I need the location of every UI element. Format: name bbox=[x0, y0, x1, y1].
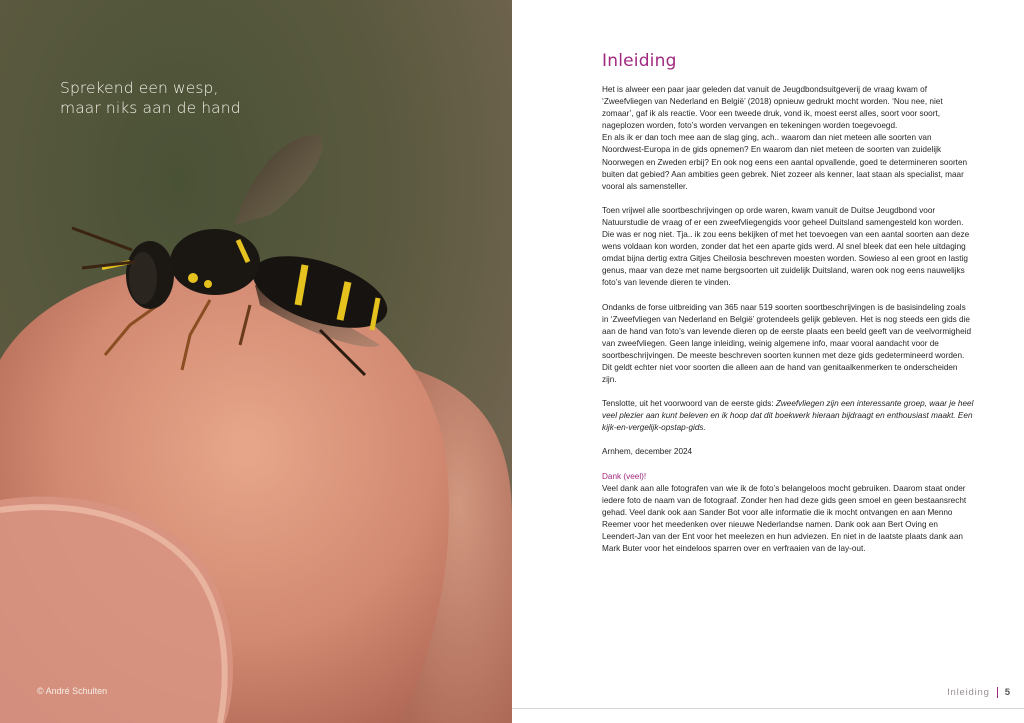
photo-credit: © André Schulten bbox=[37, 686, 108, 696]
body-text bbox=[602, 84, 974, 555]
footer-section-label: Inleiding bbox=[947, 687, 990, 698]
caption-line-2: maar niks aan de hand bbox=[60, 99, 241, 117]
paragraph: Toen vrijwel alle soortbeschrijvingen op orde waren, kwam vanuit de Duitse Jeugdbond voor Natuurstudie de vraag of er een zweefvliegengids voor geheel Duitsland samengesteld kon worden. Die was er nog niet. Tja.. ik zou eens bekijken of met het toevoegen van een aantal soorten aan deze wens voldaan kon worden, zonder dat het een aparte gids werd. Al snel bleek dat een hele uitdaging omdat bijna dertig extra Gitjes Cheilosia beschreven moesten worden. Sowieso al een groot en lastig genus, maar van deze met name bergsoorten uit zuidelijk Duitsland, waren ook nog eens nauwelijks foto’s van levende dieren te vinden. bbox=[602, 205, 970, 288]
paragraph-quote-intro bbox=[602, 398, 974, 434]
signature-line: Arnhem, december 2024 bbox=[602, 447, 693, 457]
footer-rule bbox=[512, 708, 1024, 709]
page-number: 5 bbox=[1004, 687, 1010, 698]
paragraph: Ondanks de forse uitbreiding van 365 naar 519 soorten soortbeschrijvingen is de basisindeling zoals in ‘Zweefvliegen van Nederland en België’ grotendeels gelijk gebleven. Het is nog steeds een gids die aan de hand van foto’s van levende dieren op de eerste plaats een beeld geeft van de veelvormigheid van zweefvliegen. Geen lange inleiding, weinig algemene info, maar vooral aandacht voor de soortbeschrijvingen. De meeste beschreven soorten kunnen met deze gids gedetermineerd worden. Dit geldt echter niet voor soorten die alleen aan de hand van genitaalkenmerken te onderscheiden zijn. bbox=[602, 302, 972, 385]
acknowledgements-heading: Dank (veel)! bbox=[602, 471, 647, 481]
quote-intro: Tenslotte, uit het voorwoord van de eerste gids: bbox=[602, 399, 774, 409]
quote-text: Zweefvliegen zijn een interessante groep, waar je heel veel plezier aan kunt beleven en ik hoop dat dit boekwerk hieraan bijdraagt en enthousiast maakt. Een kijk-en-vergelijk-opstap-gids. bbox=[602, 399, 974, 433]
text-page bbox=[512, 0, 1024, 723]
page-footer bbox=[947, 687, 1010, 698]
paragraph: En als ik er dan toch mee aan de slag ging, ach.. waarom dan niet meteen alle soorten van Noordwest-Europa in de gids opnemen? En waarom dan niet meteen de soorten van zuidelijk Noorwegen en Zweden erbij? En ook nog eens een aantal opvallende, goed te determineren soorten buiten dat gebied? Aan ambities geen gebrek. Niet zozeer als kenner, laat staan als specialist, maar vooral als samensteller. bbox=[602, 133, 968, 191]
paragraph: Het is alweer een paar jaar geleden dat vanuit de Jeugdbondsuitgeverij de vraag kwam of ‘Zweefvliegen van Nederland en België’ (2018) opnieuw gedrukt mocht worden. ‘Nou nee, niet zomaar’, gaf ik als reactie. Voor een tweede druk, vond ik, moest eerst alles, soort voor soort, nageplozen worden, foto’s worden vervangen en tekeningen worden toegevoegd. bbox=[602, 85, 943, 131]
photo-caption bbox=[60, 78, 380, 118]
footer-divider bbox=[997, 687, 998, 698]
caption-line-1: Sprekend een wesp, bbox=[60, 79, 219, 97]
page-title: Inleiding bbox=[602, 51, 677, 71]
acknowledgements-text: Veel dank aan alle fotografen van wie ik de foto’s belangeloos mocht gebruiken. Daarom staat onder iedere foto de naam van de fotograaf. Zonder hen had deze gids geen smoel en geen bestaansrecht gehad. Veel dank ook aan Sander Bot voor alle informatie die ik mocht ontvangen en aan Menno Reemer voor het meedenken over nieuwe Nederlandse namen. Dank ook aan Bert Oving en Leendert-Jan van der Ent voor het meelezen en hun adviezen. En niet in de laatste plaats dank aan Mark Buter voor het eindeloos sparren over en verfraaien van de lay-out. bbox=[602, 483, 967, 554]
